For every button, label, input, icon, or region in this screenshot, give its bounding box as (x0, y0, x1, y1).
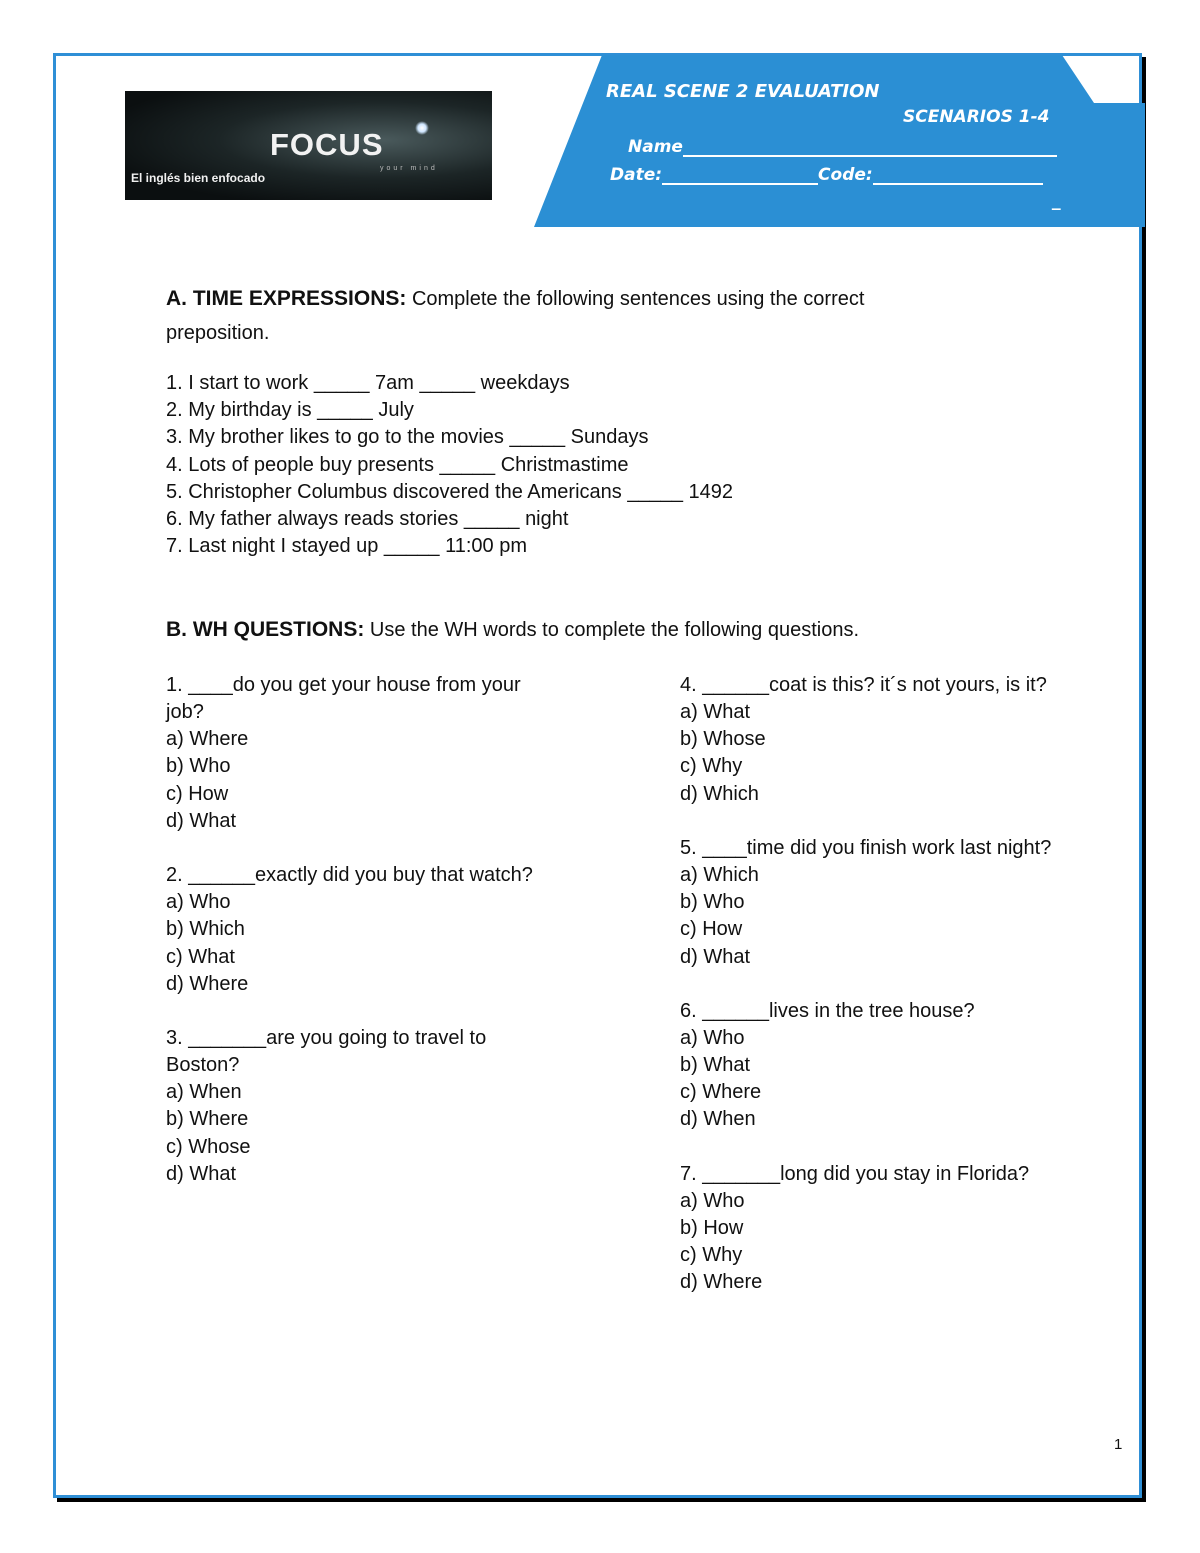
logo-sub: your mind (380, 165, 438, 172)
question-text: 5. ____time did you finish work last night? (680, 836, 1052, 859)
question-text: 7. _______long did you stay in Florida? (680, 1162, 1030, 1185)
date-label: Date: (610, 165, 663, 185)
code-label: Code: (818, 165, 873, 185)
code-line[interactable] (873, 169, 1043, 185)
question-text: 3. _______are you going to travel to (166, 1026, 487, 1049)
section-a-item: 1. I start to work _____ 7am _____ weekdays (166, 372, 570, 394)
header-banner (534, 55, 1145, 227)
answer-option: c) Whose (166, 1135, 251, 1158)
page-number: 1 (1114, 1436, 1123, 1453)
answer-option: a) Who (680, 1189, 745, 1212)
answer-option: b) Which (166, 918, 245, 941)
answer-option: a) Who (166, 891, 231, 914)
answer-option: a) Which (680, 864, 759, 887)
name-line (683, 141, 1057, 157)
answer-option: d) Where (680, 1271, 763, 1294)
answer-option: c) How (166, 782, 229, 805)
question-text: 2. ______exactly did you buy that watch? (166, 864, 533, 887)
question-text: 6. ______lives in the tree house? (680, 999, 975, 1022)
answer-option: b) How (680, 1217, 744, 1239)
name-field[interactable] (628, 137, 1057, 157)
answer-option: c) Why (680, 755, 743, 778)
answer-option: d) Which (680, 782, 759, 805)
section-b-instruction: Use the WH words to complete the following questions. (364, 619, 860, 641)
section-b-heading (166, 618, 859, 642)
answer-option: a) Where (166, 728, 249, 751)
logo-word: FOCUS (270, 127, 384, 162)
answer-option: c) How (680, 918, 743, 941)
question-text: job? (166, 701, 204, 724)
section-a-item: 2. My birthday is _____ July (166, 399, 414, 421)
answer-option: b) What (680, 1054, 751, 1077)
answer-option: b) Whose (680, 728, 766, 751)
evaluation-title: REAL SCENE 2 EVALUATION (606, 81, 880, 102)
date-code-row (610, 165, 1043, 185)
logo-flare-icon (415, 121, 429, 135)
question-text: 4. ______coat is this? it´s not yours, is it? (680, 674, 1047, 696)
answer-option: c) What (166, 945, 235, 968)
answer-option: d) What (166, 1162, 237, 1185)
section-a-item: 7. Last night I stayed up _____ 11:00 pm (166, 535, 527, 557)
answer-option: b) Who (166, 755, 231, 778)
section-a-name: TIME EXPRESSIONS: (192, 287, 407, 310)
question-text: Boston? (166, 1054, 240, 1077)
answer-option: d) What (680, 945, 751, 968)
answer-option: d) Where (166, 972, 249, 995)
answer-option: c) Where (680, 1081, 762, 1104)
question-text: 1. ____do you get your house from your (166, 674, 521, 696)
section-b-letter: B. (166, 618, 187, 641)
answer-option: c) Why (680, 1244, 743, 1267)
answer-option: b) Who (680, 891, 745, 914)
section-a-item: 4. Lots of people buy presents _____ Christmastime (166, 454, 629, 476)
section-b-name: WH QUESTIONS: (192, 618, 365, 641)
section-a-heading (166, 287, 864, 311)
answer-option: d) When (680, 1108, 756, 1131)
answer-option: a) When (166, 1081, 242, 1104)
name-label: Name (628, 137, 683, 157)
section-a-letter: A. (166, 287, 187, 310)
date-line[interactable] (662, 169, 818, 185)
scenarios-subtitle: SCENARIOS 1-4 (903, 107, 1050, 127)
section-a-item: 5. Christopher Columbus discovered the Americans _____ 1492 (166, 481, 733, 503)
answer-option: b) Where (166, 1108, 249, 1131)
answer-option: d) What (166, 809, 237, 832)
section-a-item: 6. My father always reads stories _____ night (166, 508, 569, 530)
section-a-item: 3. My brother likes to go to the movies _____ Sundays (166, 426, 649, 448)
answer-option: a) Who (680, 1026, 745, 1049)
section-a-instruction-cont: preposition. (166, 322, 270, 344)
header-dash: _ (1052, 191, 1061, 211)
answer-option: a) What (680, 701, 751, 724)
section-a-instruction: Complete the following sentences using the correct (406, 288, 865, 310)
logo-tagline: El inglés bien enfocado (131, 171, 266, 185)
focus-logo (125, 91, 492, 200)
